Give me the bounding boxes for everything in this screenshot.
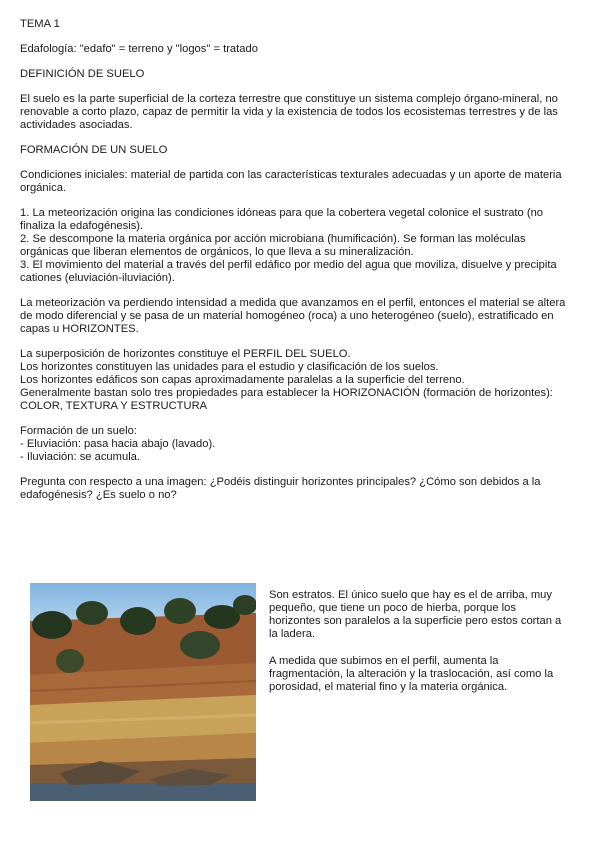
- tema-heading: TEMA 1: [20, 18, 60, 30]
- properties-heading: COLOR, TEXTURA Y ESTRUCTURA: [20, 400, 208, 412]
- soil-formation-label: Formación de un suelo:: [20, 425, 137, 437]
- meteorization-text: La meteorización va perdiendo intensidad a medida que avanzamos en el perfil, entonces el material se altera de modo diferencial y se pasa de un material homogéneo (roca) a uno heterogéneo (suelo), estratificado en capas u HORIZONTES.: [20, 297, 566, 335]
- photo-paragraph-2: A medida que subimos en el perfil, aumenta la fragmentación, la alteración y la traslocación, así como la porosidad, el material fino y la materia orgánica.: [269, 655, 554, 693]
- horizons-line-4: Generalmente bastan solo tres propiedades para establecer la HORIZONACIÓN (formación de horizontes):: [20, 387, 553, 399]
- intro-line: Edafología: "edafo" = terreno y "logos" = tratado: [20, 43, 258, 55]
- horizons-line-1: La superposición de horizontes constituye el PERFIL DEL SUELO.: [20, 348, 351, 360]
- eluviation-item: - Eluviación: pasa hacia abajo (lavado).: [20, 438, 216, 450]
- definition-heading: DEFINICIÓN DE SUELO: [20, 68, 145, 80]
- photo-paragraph-1: Son estratos. El único suelo que hay es el de arriba, muy pequeño, que tiene un poco de hierba, porque los horizontes son paralelos a la superficie pero estos cortan a la ladera.: [269, 589, 562, 640]
- photo-section: [30, 583, 572, 803]
- photo-caption: [269, 589, 569, 694]
- step-2: 2. Se descompone la materia orgánica por acción microbiana (humificación). Se forman las moléculas orgánicas que liberan elementos de orgánicos, lo que lleva a su mineralización.: [20, 233, 526, 258]
- document-body: [20, 18, 572, 502]
- image-question: Pregunta con respecto a una imagen: ¿Podéis distinguir horizontes principales? ¿Cómo son debidos a la edafogénesis? ¿Es suelo o no?: [20, 476, 541, 501]
- formation-heading: FORMACIÓN DE UN SUELO: [20, 144, 168, 156]
- horizons-line-2: Los horizontes constituyen las unidades para el estudio y clasificación de los suelos.: [20, 361, 439, 373]
- soil-profile-photo: [30, 583, 256, 801]
- horizons-line-3: Los horizontes edáficos son capas aproximadamente paralelas a la superficie del terreno.: [20, 374, 465, 386]
- step-3: 3. El movimiento del material a través del perfil edáfico por medio del agua que moviliza, disuelve y precipita cationes (eluviación-iluviación).: [20, 259, 557, 284]
- illuviation-item: - Iluviación: se acumula.: [20, 451, 141, 463]
- definition-text: El suelo es la parte superficial de la corteza terrestre que constituye un sistema complejo órgano-mineral, no renovable a corto plazo, capaz de permitir la vida y la existencia de todos los ecosistemas terrestres y de las actividades asociadas.: [20, 93, 558, 131]
- conditions-text: Condiciones iniciales: material de partida con las características texturales adecuadas y un aporte de materia orgánica.: [20, 169, 562, 194]
- step-1: 1. La meteorización origina las condiciones idóneas para que la cobertera vegetal colonice el sustrato (no finaliza la edafogénesis).: [20, 207, 544, 232]
